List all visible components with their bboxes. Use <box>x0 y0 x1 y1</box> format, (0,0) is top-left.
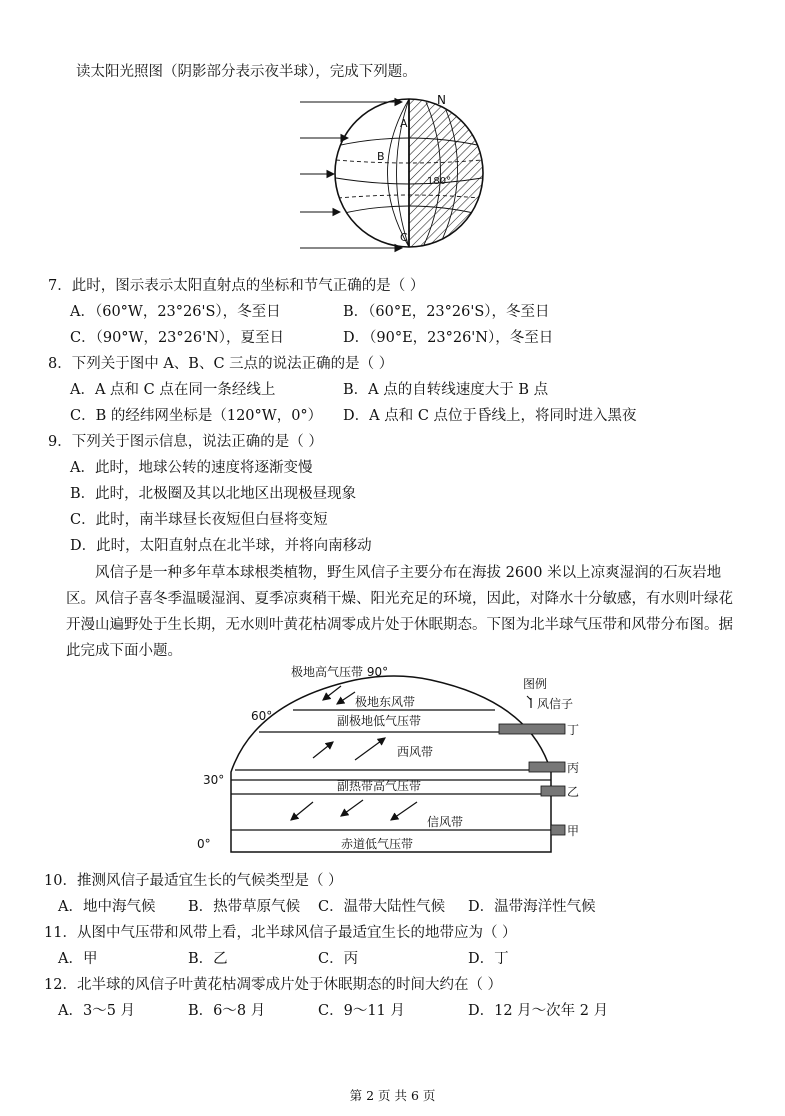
question-11-option-c[interactable]: C．丙 <box>318 951 359 967</box>
belt-label-trade-wind: 信风带 <box>427 815 464 829</box>
belt-label-subpolar-low: 副极地低气压带 <box>337 714 422 728</box>
page-footer: 第 2 页 共 6 页 <box>349 1088 436 1103</box>
question-9-stem: 9．下列关于图示信息，说法正确的是（ ） <box>48 434 323 450</box>
question-7-option-a[interactable]: A．（60°W，23°26'S），冬至日 <box>70 304 281 320</box>
marker-bing: 丙 <box>567 761 580 775</box>
question-12-stem: 12．北半球的风信子叶黄花枯凋零成片处于休眠期态的时间大约在（ ） <box>44 977 503 993</box>
question-12-option-a[interactable]: A．3～5 月 <box>58 1003 136 1019</box>
question-9-option-a[interactable]: A．此时，地球公转的速度将逐渐变慢 <box>70 460 313 476</box>
question-10-option-a[interactable]: A．地中海气候 <box>58 899 156 915</box>
marker-jia: 甲 <box>567 824 580 838</box>
belt-label-westerly: 西风带 <box>397 745 434 759</box>
question-8-option-d[interactable]: D．A 点和 C 点位于昏线上，将同时进入黑夜 <box>343 408 637 424</box>
question-11-stem: 11．从图中气压带和风带上看，北半球风信子最适宜生长的地带应为（ ） <box>44 925 517 941</box>
intro-text: 读太阳光照图（阴影部分表示夜半球），完成下列题。 <box>76 64 417 80</box>
question-9-option-d[interactable]: D．此时，太阳直射点在北半球，并将向南移动 <box>70 538 372 554</box>
question-7-stem: 7．此时，图示表示太阳直射点的坐标和节气正确的是（ ） <box>48 278 425 294</box>
sunlight-globe-figure <box>296 90 496 260</box>
trade-wind-arrow <box>391 802 417 820</box>
question-12-option-d[interactable]: D．12 月～次年 2 月 <box>468 1003 609 1019</box>
question-9-option-c[interactable]: C．此时，南半球昼长夜短但白昼将变短 <box>70 512 328 528</box>
lat-label-0: 0° <box>197 837 211 851</box>
trade-wind-arrow <box>341 800 363 816</box>
hyacinth-bar-yi <box>541 786 565 796</box>
question-11-option-d[interactable]: D．丁 <box>468 951 509 967</box>
question-8-option-c[interactable]: C．B 的经纬网坐标是（120°W，0°） <box>70 408 323 424</box>
question-7-option-c[interactable]: C．（90°W，23°26'N），夏至日 <box>70 330 285 346</box>
hyacinth-bar-jia <box>551 825 565 835</box>
belt-label-polar-easterly: 极地东风带 <box>355 695 416 709</box>
hyacinth-bar-ding <box>499 724 565 734</box>
question-10-stem: 10．推测风信子最适宜生长的气候类型是（ ） <box>44 873 343 889</box>
label-b: B <box>377 150 385 163</box>
label-a: A <box>400 117 408 130</box>
question-8-stem: 8．下列关于图中 A、B、C 三点的说法正确的是（ ） <box>48 356 394 372</box>
question-12-option-c[interactable]: C．9～11 月 <box>318 1003 405 1019</box>
lat-label-30: 30° <box>203 773 225 787</box>
belt-label-polar-high: 极地高气压带 90° <box>291 665 389 679</box>
lat-label-60: 60° <box>251 709 273 723</box>
hyacinth-bar-bing <box>529 762 565 772</box>
question-7-option-d[interactable]: D．（90°E，23°26'N），冬至日 <box>343 330 554 346</box>
hyacinth-icon <box>527 696 531 708</box>
label-n: N <box>437 93 446 107</box>
legend-title: 图例 <box>523 677 548 691</box>
question-10-option-c[interactable]: C．温带大陆性气候 <box>318 899 446 915</box>
label-c: C <box>400 231 408 244</box>
pressure-wind-belt-figure <box>195 662 615 858</box>
question-8-option-b[interactable]: B．A 点的自转线速度大于 B 点 <box>343 382 549 398</box>
question-9-option-b[interactable]: B．此时，北极圈及其以北地区出现极昼现象 <box>70 486 357 502</box>
passage-text: 风信子是一种多年草本球根类植物，野生风信子主要分布在海拔 2600 米以上凉爽湿润的石灰岩地区。风信子喜冬季温暖湿润、夏季凉爽稍干燥、阳光充足的环境，因此，对降水十分敏感，有水则叶绿花开漫山遍野处于生长期，无水则叶黄花枯凋零成片处于休眠期态。下图为北半球气压带和风带分布图。据此完成下面小题。 <box>66 565 733 659</box>
question-7-option-b[interactable]: B．（60°E，23°26'S），冬至日 <box>343 304 550 320</box>
question-8-option-a[interactable]: A．A 点和 C 点在同一条经线上 <box>70 382 276 398</box>
belt-label-subtropical-high: 副热带高气压带 <box>337 779 422 793</box>
trade-wind-arrow <box>291 802 313 820</box>
marker-ding: 丁 <box>567 723 580 737</box>
belt-label-equatorial-low: 赤道低气压带 <box>341 837 414 851</box>
label-lon: 180° <box>427 176 452 187</box>
legend-item: 风信子 <box>537 697 574 711</box>
westerly-arrow <box>313 742 333 758</box>
polar-easterly-arrow <box>337 692 355 704</box>
question-10-option-d[interactable]: D．温带海洋性气候 <box>468 899 596 915</box>
question-12-option-b[interactable]: B．6～8 月 <box>188 1003 266 1019</box>
marker-yi: 乙 <box>567 785 580 799</box>
question-11-option-b[interactable]: B．乙 <box>188 951 228 967</box>
westerly-arrow <box>355 738 385 760</box>
question-11-option-a[interactable]: A．甲 <box>58 951 98 967</box>
question-10-option-b[interactable]: B．热带草原气候 <box>188 899 301 915</box>
